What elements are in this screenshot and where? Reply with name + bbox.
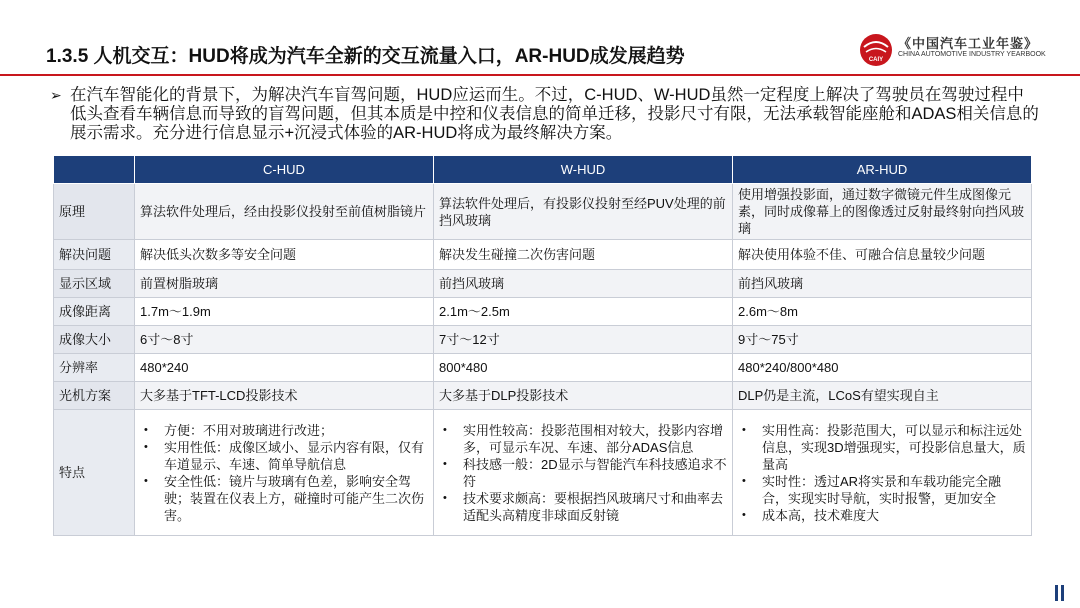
cell-w-hud: 算法软件处理后，有投影仪投射至经PUV处理的前挡风玻璃 <box>434 184 733 240</box>
ar-hud-feature-list <box>738 422 1026 524</box>
row-label: 特点 <box>54 410 135 536</box>
hud-comparison-table <box>53 155 1032 536</box>
table-row <box>54 270 1032 298</box>
row-label: 成像大小 <box>54 326 135 354</box>
cell-c-hud: 大多基于TFT-LCD投影技术 <box>135 382 434 410</box>
cell-w-hud <box>434 410 733 536</box>
cell-w-hud: 2.1m～2.5m <box>434 298 733 326</box>
table-row <box>54 184 1032 240</box>
cell-c-hud: 480*240 <box>135 354 434 382</box>
header-corner <box>54 156 135 184</box>
list-item: • 成本高，技术难度大 <box>762 507 1026 524</box>
header-divider <box>0 74 1080 76</box>
row-label: 光机方案 <box>54 382 135 410</box>
c-hud-feature-list <box>140 422 428 524</box>
cell-w-hud: 7寸～12寸 <box>434 326 733 354</box>
cell-ar-hud: 使用增强投影面，通过数字微镜元件生成图像元素，同时成像幕上的图像透过反射最终射向挡风玻璃 <box>733 184 1032 240</box>
table-row <box>54 410 1032 536</box>
page-title: 1.3.5 人机交互：HUD将成为汽车全新的交互流量入口，AR-HUD成发展趋势 <box>46 46 685 67</box>
cell-ar-hud <box>733 410 1032 536</box>
table-header-row <box>54 156 1032 184</box>
list-item: • 实用性较高：投影范围相对较大，投影内容增多，可显示车况、车速、部分ADAS信息 <box>463 422 727 456</box>
table-row <box>54 382 1032 410</box>
cell-ar-hud: 解决使用体验不佳、可融合信息量较少问题 <box>733 240 1032 270</box>
header-w-hud: W-HUD <box>434 156 733 184</box>
cell-c-hud: 解决低头次数多等安全问题 <box>135 240 434 270</box>
row-label: 成像距离 <box>54 298 135 326</box>
svg-text:CAIY: CAIY <box>868 57 884 63</box>
intro-text: 在汽车智能化的背景下，为解决汽车盲驾问题，HUD应运而生。不过，C-HUD、W-HUD虽然一定程度上解决了驾驶员在驾驶过程中低头查看车辆信息而导致的盲驾问题，但其本质是中控和仪表信息的简单迁移，投影尺寸有限，无法承载智能座舱和ADAS相关信息的展示需求。充分进行信息显示+沉浸式体验的AR-HUD将成为最终解决方案。 <box>70 86 1039 142</box>
header-c-hud: C-HUD <box>135 156 434 184</box>
cell-w-hud: 大多基于DLP投影技术 <box>434 382 733 410</box>
list-item: • 实用性高：投影范围大，可以显示和标注远处信息，实现3D增强现实，可投影信息量大，质量高 <box>762 422 1026 473</box>
list-item: • 安全性低：镜片与玻璃有色差，影响安全驾驶；装置在仪表上方，碰撞时可能产生二次伤害。 <box>164 473 428 524</box>
row-label: 解决问题 <box>54 240 135 270</box>
logo-english-text: CHINA AUTOMOTIVE INDUSTRY YEARBOOK <box>898 51 1046 58</box>
cell-c-hud: 前置树脂玻璃 <box>135 270 434 298</box>
list-item: • 方便：不用对玻璃进行改进； <box>164 422 428 439</box>
list-item: • 实用性低：成像区域小、显示内容有限，仅有车道显示、车速、简单导航信息 <box>164 439 428 473</box>
header-ar-hud: AR-HUD <box>733 156 1032 184</box>
cell-ar-hud: 2.6m～8m <box>733 298 1032 326</box>
page-marker-icon <box>1055 585 1065 601</box>
row-label: 原理 <box>54 184 135 240</box>
row-label: 显示区域 <box>54 270 135 298</box>
list-item: • 实时性：透过AR将实景和车载功能完全融合，实现实时导航，实时报警，更加安全 <box>762 473 1026 507</box>
row-label: 分辨率 <box>54 354 135 382</box>
cell-w-hud: 前挡风玻璃 <box>434 270 733 298</box>
table-row <box>54 240 1032 270</box>
table-row <box>54 298 1032 326</box>
cell-ar-hud: 前挡风玻璃 <box>733 270 1032 298</box>
cell-c-hud: 6寸～8寸 <box>135 326 434 354</box>
table-row <box>54 326 1032 354</box>
cell-w-hud: 800*480 <box>434 354 733 382</box>
cell-ar-hud: 9寸～75寸 <box>733 326 1032 354</box>
arrow-bullet-icon: ➢ <box>50 87 62 103</box>
cell-ar-hud: DLP仍是主流，LCoS有望实现自主 <box>733 382 1032 410</box>
caiy-logo-icon <box>858 33 894 67</box>
logo-chinese-text: 《中国汽车工业年鉴》 <box>898 36 1039 51</box>
intro-paragraph <box>50 86 1040 143</box>
yearbook-logo <box>858 33 1048 67</box>
cell-c-hud <box>135 410 434 536</box>
cell-c-hud: 1.7m～1.9m <box>135 298 434 326</box>
w-hud-feature-list <box>439 422 727 524</box>
list-item: • 技术要求颇高：要根据挡风玻璃尺寸和曲率去适配头高精度非球面反射镜 <box>463 490 727 524</box>
cell-c-hud: 算法软件处理后，经由投影仪投射至前值树脂镜片 <box>135 184 434 240</box>
list-item: • 科技感一般：2D显示与智能汽车科技感追求不符 <box>463 456 727 490</box>
cell-w-hud: 解决发生碰撞二次伤害问题 <box>434 240 733 270</box>
table-row <box>54 354 1032 382</box>
cell-ar-hud: 480*240/800*480 <box>733 354 1032 382</box>
